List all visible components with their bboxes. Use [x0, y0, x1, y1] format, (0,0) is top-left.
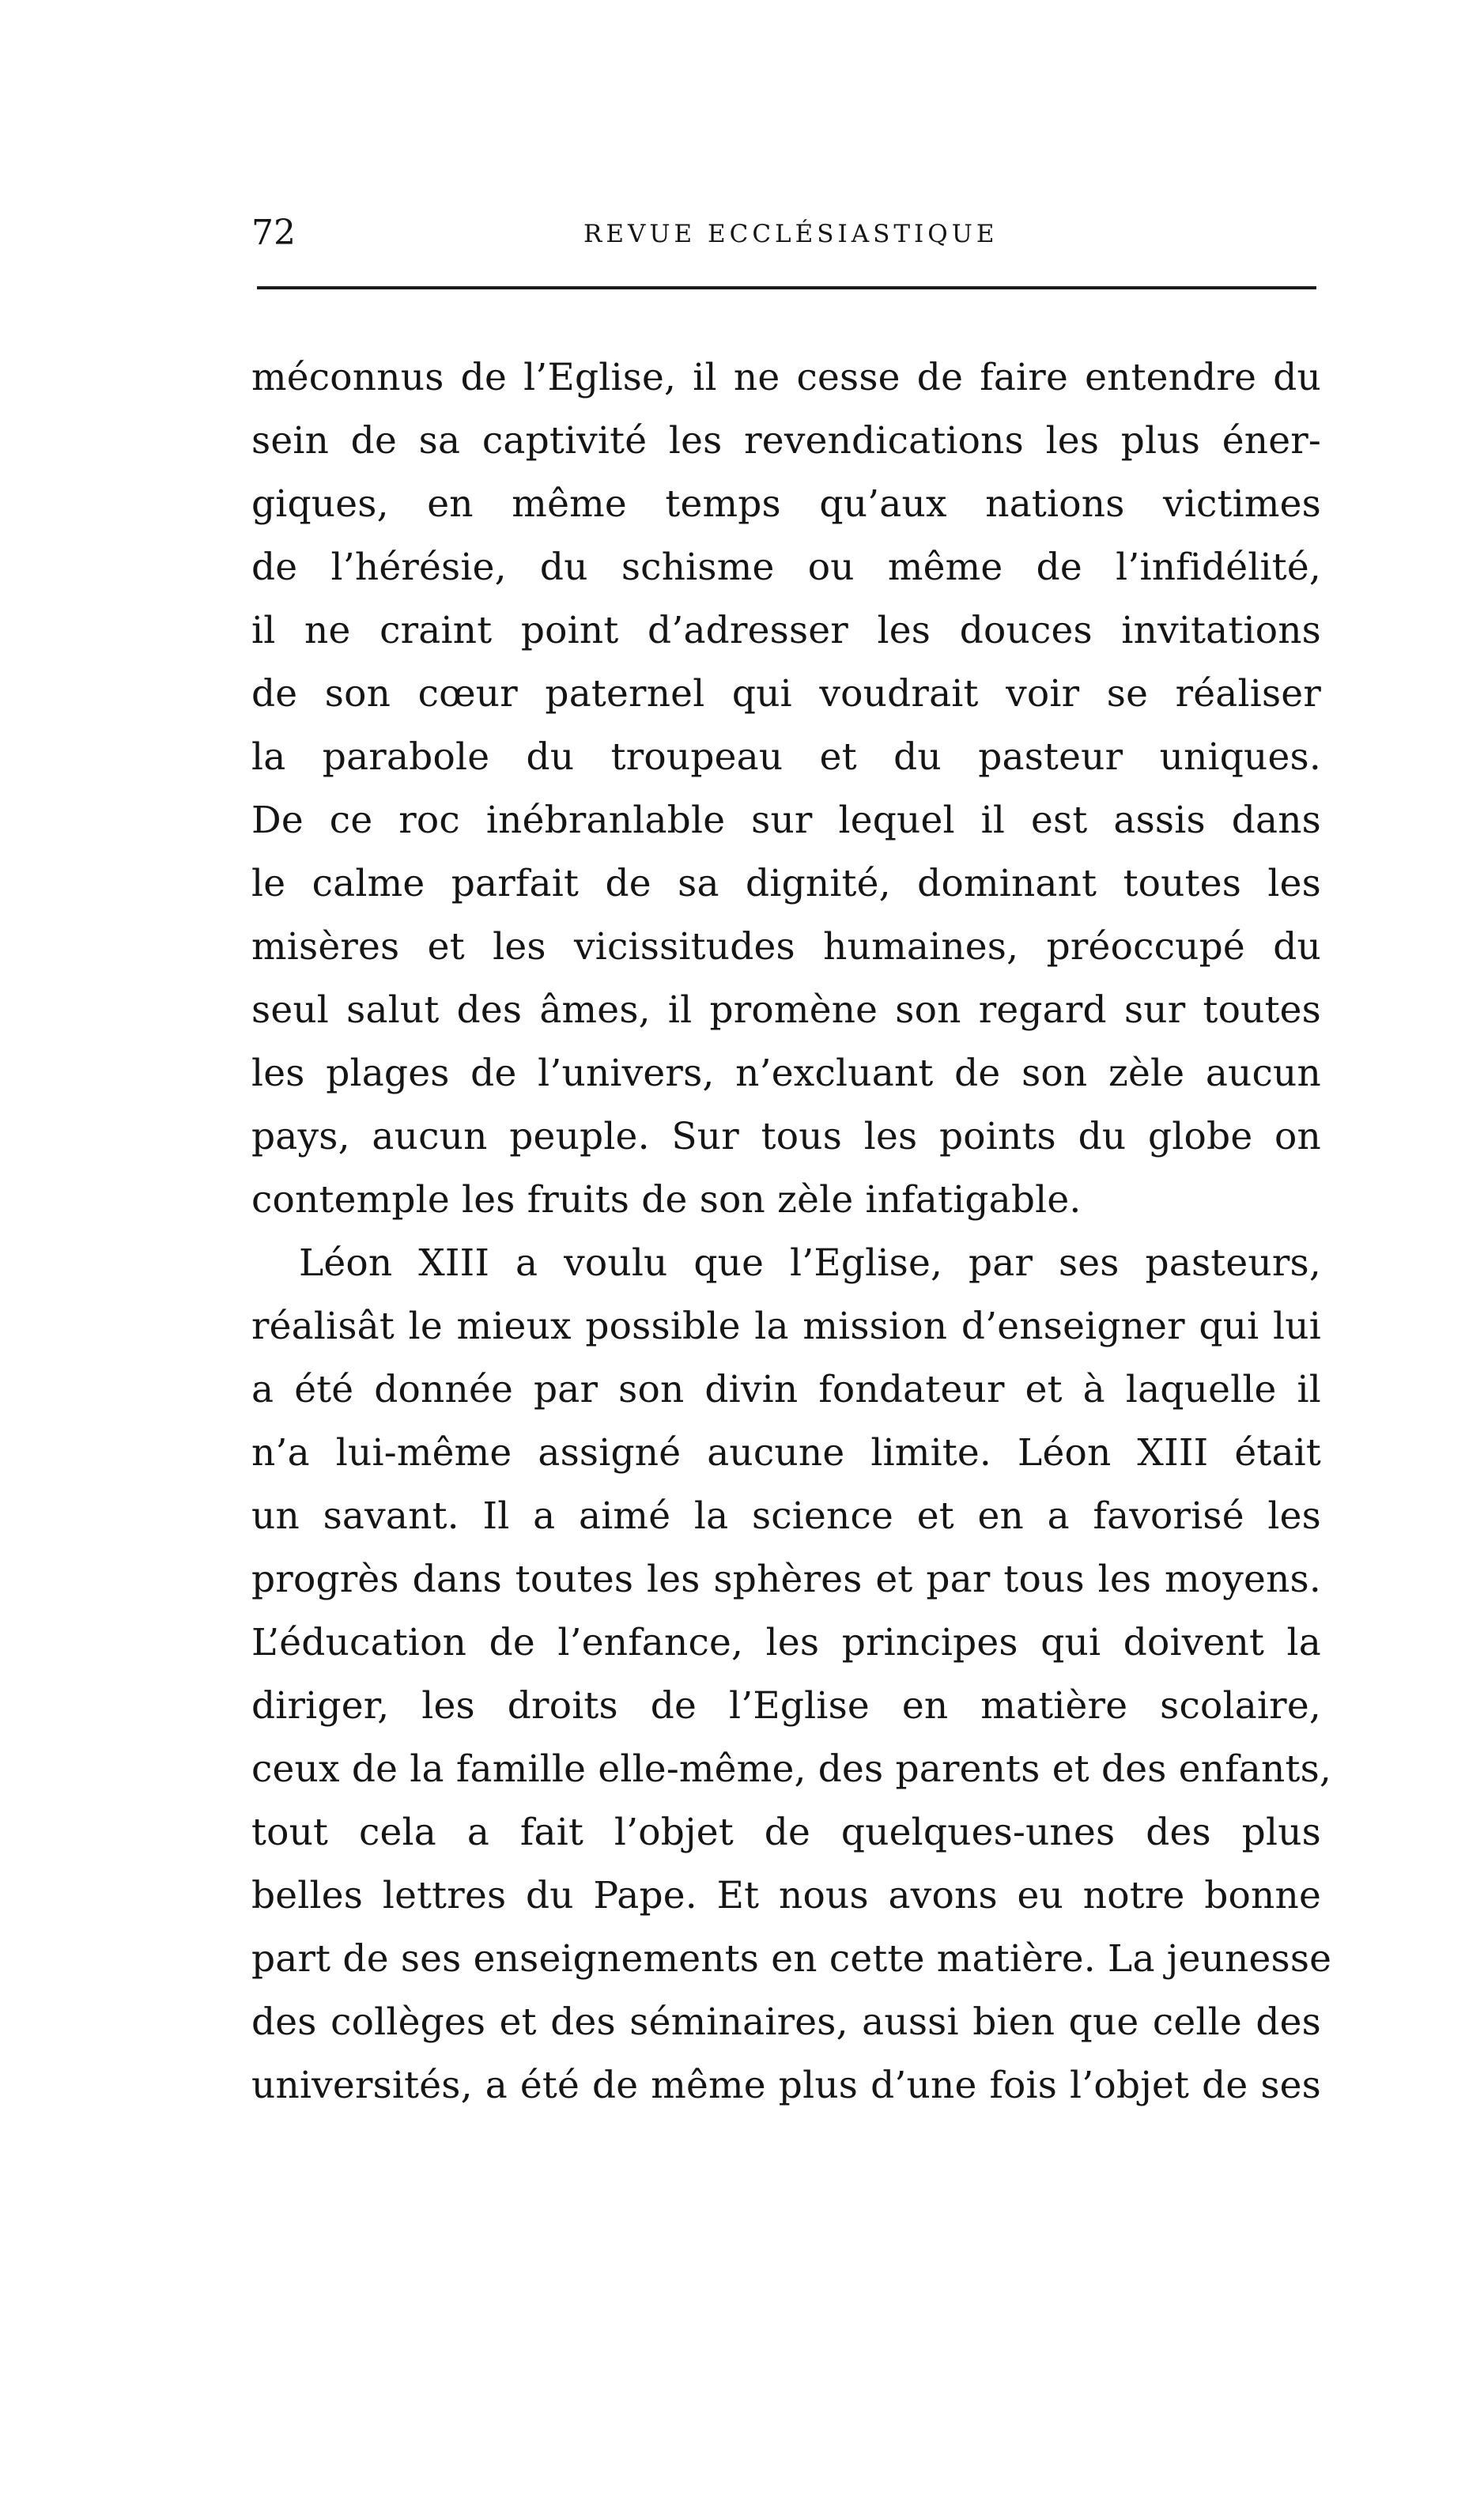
text-line: un savant. Il a aimé la science et en a favorisé les [251, 1494, 1321, 1538]
text-line: n’a lui-même assigné aucune limite. Léon XIII était [251, 1431, 1321, 1475]
text-line: L’éducation de l’enfance, les principes qui doivent la [251, 1621, 1321, 1664]
text-line: de son cœur paternel qui voudrait voir se réaliser [251, 672, 1321, 716]
paragraph-2 [251, 1232, 1332, 2117]
text-line: de l’hérésie, du schisme ou même de l’infidélité, [251, 546, 1321, 589]
text-line: belles lettres du Pape. Et nous avons eu notre bonne [251, 1874, 1321, 1917]
text-line: universités, a été de même plus d’une fois l’objet de ses [251, 2064, 1321, 2107]
text-line: giques, en même temps qu’aux nations victimes [251, 482, 1321, 526]
page-header [251, 210, 1319, 257]
running-head: REVUE ECCLÉSIASTIQUE [583, 220, 999, 248]
text-line: seul salut des âmes, il promène son regard sur toutes [251, 988, 1321, 1032]
text-line: pays, aucun peuple. Sur tous les points du globe on [251, 1115, 1321, 1158]
text-line: méconnus de l’Eglise, il ne cesse de faire entendre du [251, 356, 1321, 399]
text-line: il ne craint point d’adresser les douces invitations [251, 609, 1321, 652]
paragraph-1 [251, 346, 1321, 1232]
text-line: Léon XIII a voulu que l’Eglise, par ses pasteurs, [299, 1241, 1321, 1285]
text-line: contemple les fruits de son zèle infatigable. [251, 1178, 1082, 1222]
text-line: le calme parfait de sa dignité, dominant toutes les [251, 862, 1321, 905]
header-rule [257, 286, 1316, 289]
text-line: tout cela a fait l’objet de quelques-unes des plus [251, 1811, 1321, 1854]
text-line: la parabole du troupeau et du pasteur uniques. [251, 735, 1321, 779]
page-number: 72 [251, 213, 296, 253]
text-line: progrès dans toutes les sphères et par tous les moyens. [251, 1558, 1321, 1601]
text-line: part de ses enseignements en cette matière. La jeunesse [251, 1937, 1332, 1981]
text-line: des collèges et des séminaires, aussi bien que celle des [251, 2000, 1321, 2044]
text-line: sein de sa captivité les revendications les plus éner- [251, 419, 1321, 463]
text-line: misères et les vicissitudes humaines, préoccupé du [251, 925, 1321, 969]
body-text [251, 346, 1332, 2117]
text-line: De ce roc inébranlable sur lequel il est assis dans [251, 799, 1321, 842]
text-line: diriger, les droits de l’Eglise en matière scolaire, [251, 1684, 1321, 1728]
text-line: réalisât le mieux possible la mission d’enseigner qui lui [251, 1305, 1321, 1348]
text-line: a été donnée par son divin fondateur et à laquelle il [251, 1368, 1321, 1411]
text-line: les plages de l’univers, n’excluant de son zèle aucun [251, 1052, 1321, 1095]
text-line: ceux de la famille elle-même, des parents et des enfants, [251, 1747, 1332, 1791]
